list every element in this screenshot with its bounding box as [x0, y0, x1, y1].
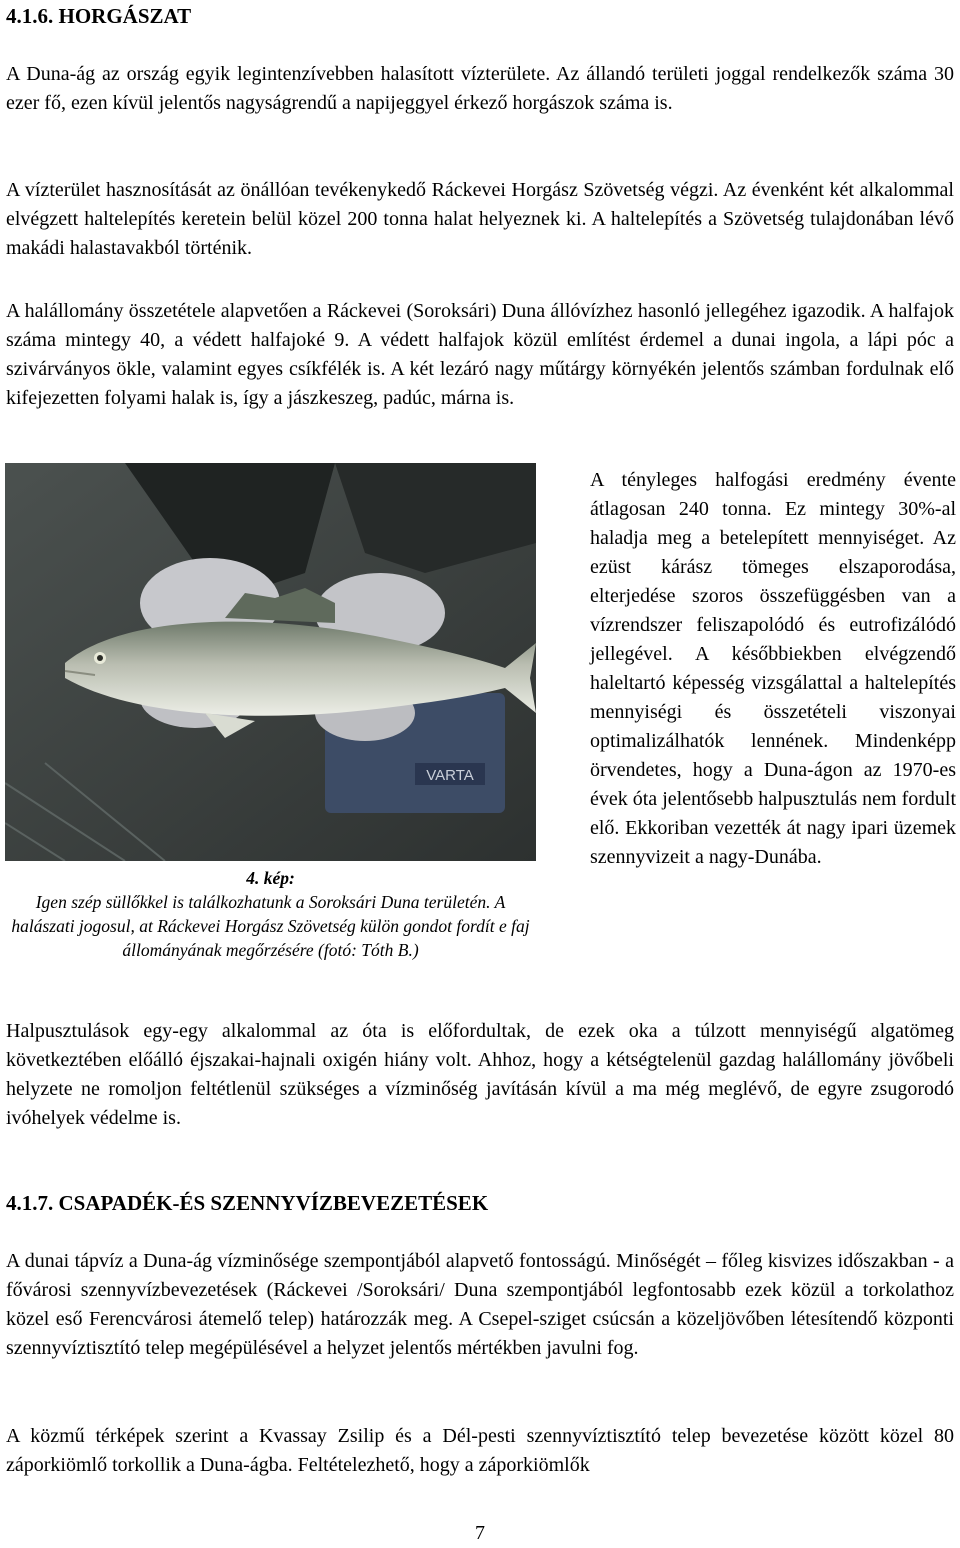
- figure-caption-text: Igen szép süllőkkel is találkozhatunk a Soroksári Duna területén. A halászati jogosul, at Ráckevei Horgász Szövetség külön gondot fordít e faj állományának megőrzésére (fotó: Tóth B.): [11, 892, 530, 960]
- fish-photo: [5, 463, 536, 861]
- section-heading-horgaszat: 4.1.6. HORGÁSZAT: [6, 4, 192, 28]
- pikeperch-illustration: [5, 463, 536, 861]
- figure-caption: [5, 866, 536, 962]
- paragraph: A vízterület hasznosítását az önállóan tevékenykedő Ráckevei Horgász Szövetség végzi. Az évenként két alkalommal elvégzett haltelepítés keretein belül közel 200 tonna halat helyeznek ki. A haltelepítés a Szövetség tulajdonában lévő makádi halastavakból történik.: [6, 179, 954, 259]
- figure-number: 4. kép:: [246, 868, 295, 888]
- side-paragraph: A tényleges halfogási eredmény évente átlagosan 240 tonna. Ez mintegy 30%-al haladja meg a betelepített mennyiséget. Az ezüst kárász tömeges elszaporodása, elterjedése szoros összefüggésben van a vízrendszer feliszapolódó és eutrofizálódó jellegével. A későbbiekben elvégzendő haleltartó képesség vizsgálattal a haltelepítés mennyiségi és összetételi viszonyai optimalizálhatók lennének. Mindenképp örvendetes, hogy a Duna-ágon az 1970-es évek óta jelentősebb halpusztulás nem fordult elő. Ekkoriban vezették át nagy ipari üzemek szennyvizeit a nagy-Dunába.: [590, 469, 957, 868]
- section-heading-szennyviz: 4.1.7. CSAPADÉK-ÉS SZENNYVÍZBEVEZETÉSEK: [6, 1191, 489, 1215]
- page-number: 7: [475, 1522, 485, 1544]
- paragraph: A közmű térképek szerint a Kvassay Zsilip és a Dél-pesti szennyvíztisztító telep bevezetése között közel 80 záporkiömlő torkollik a Duna-ágba. Feltételezhető, hogy a záporkiömlők: [6, 1425, 954, 1476]
- paragraph: A dunai tápvíz a Duna-ág vízminősége szempontjából alapvető fontosságú. Minőségét – főleg kisvizes időszakban - a fővárosi szennyvízbevezetések (Ráckevei /Soroksári/ Duna szempontjából legfontosabb ezek közül a torkolathoz közel eső Ferencvárosi átemelő telep) határozzák meg. A Csepel-sziget csúcsán a közeljövőben létesítendő központi szennyvíztisztító telep megépülésével a helyzet jelentős mértékben javulni fog.: [6, 1250, 954, 1359]
- battery-label: VARTA: [426, 767, 474, 784]
- paragraph: A halállomány összetétele alapvetően a Ráckevei (Soroksári) Duna állóvízhez hasonló jellegéhez igazodik. A halfajok száma mintegy 40, a védett halfajoké 9. A védett halfajok közül említést érdemel a dunai ingola, a lápi póc a szivárványos ökle, valamint egyes csíkfélék is. A két lezáró nagy műtárgy környékén jelentős számban fordulnak elő kifejezetten folyami halak is, így a jászkeszeg, padúc, márna is.: [6, 300, 954, 409]
- paragraph: A Duna-ág az ország egyik legintenzívebben halasított vízterülete. Az állandó területi joggal rendelkezők száma 30 ezer fő, ezen kívül jelentős nagyságrendű a napijeggyel érkező horgászok száma is.: [6, 63, 954, 114]
- paragraph: Halpusztulások egy-egy alkalommal az óta is előfordultak, de ezek oka a túlzott mennyiségű algatömeg következtében előálló éjszakai-hajnali oxigén hiány volt. Ahhoz, hogy a kétségtelenül gazdag halállomány jövőbeli helyzete ne romoljon feltétlenül szükséges a vízminőség javításán kívül a ma még meglévő, de egyre zsugorodó ivóhelyek védelme is.: [6, 1020, 954, 1129]
